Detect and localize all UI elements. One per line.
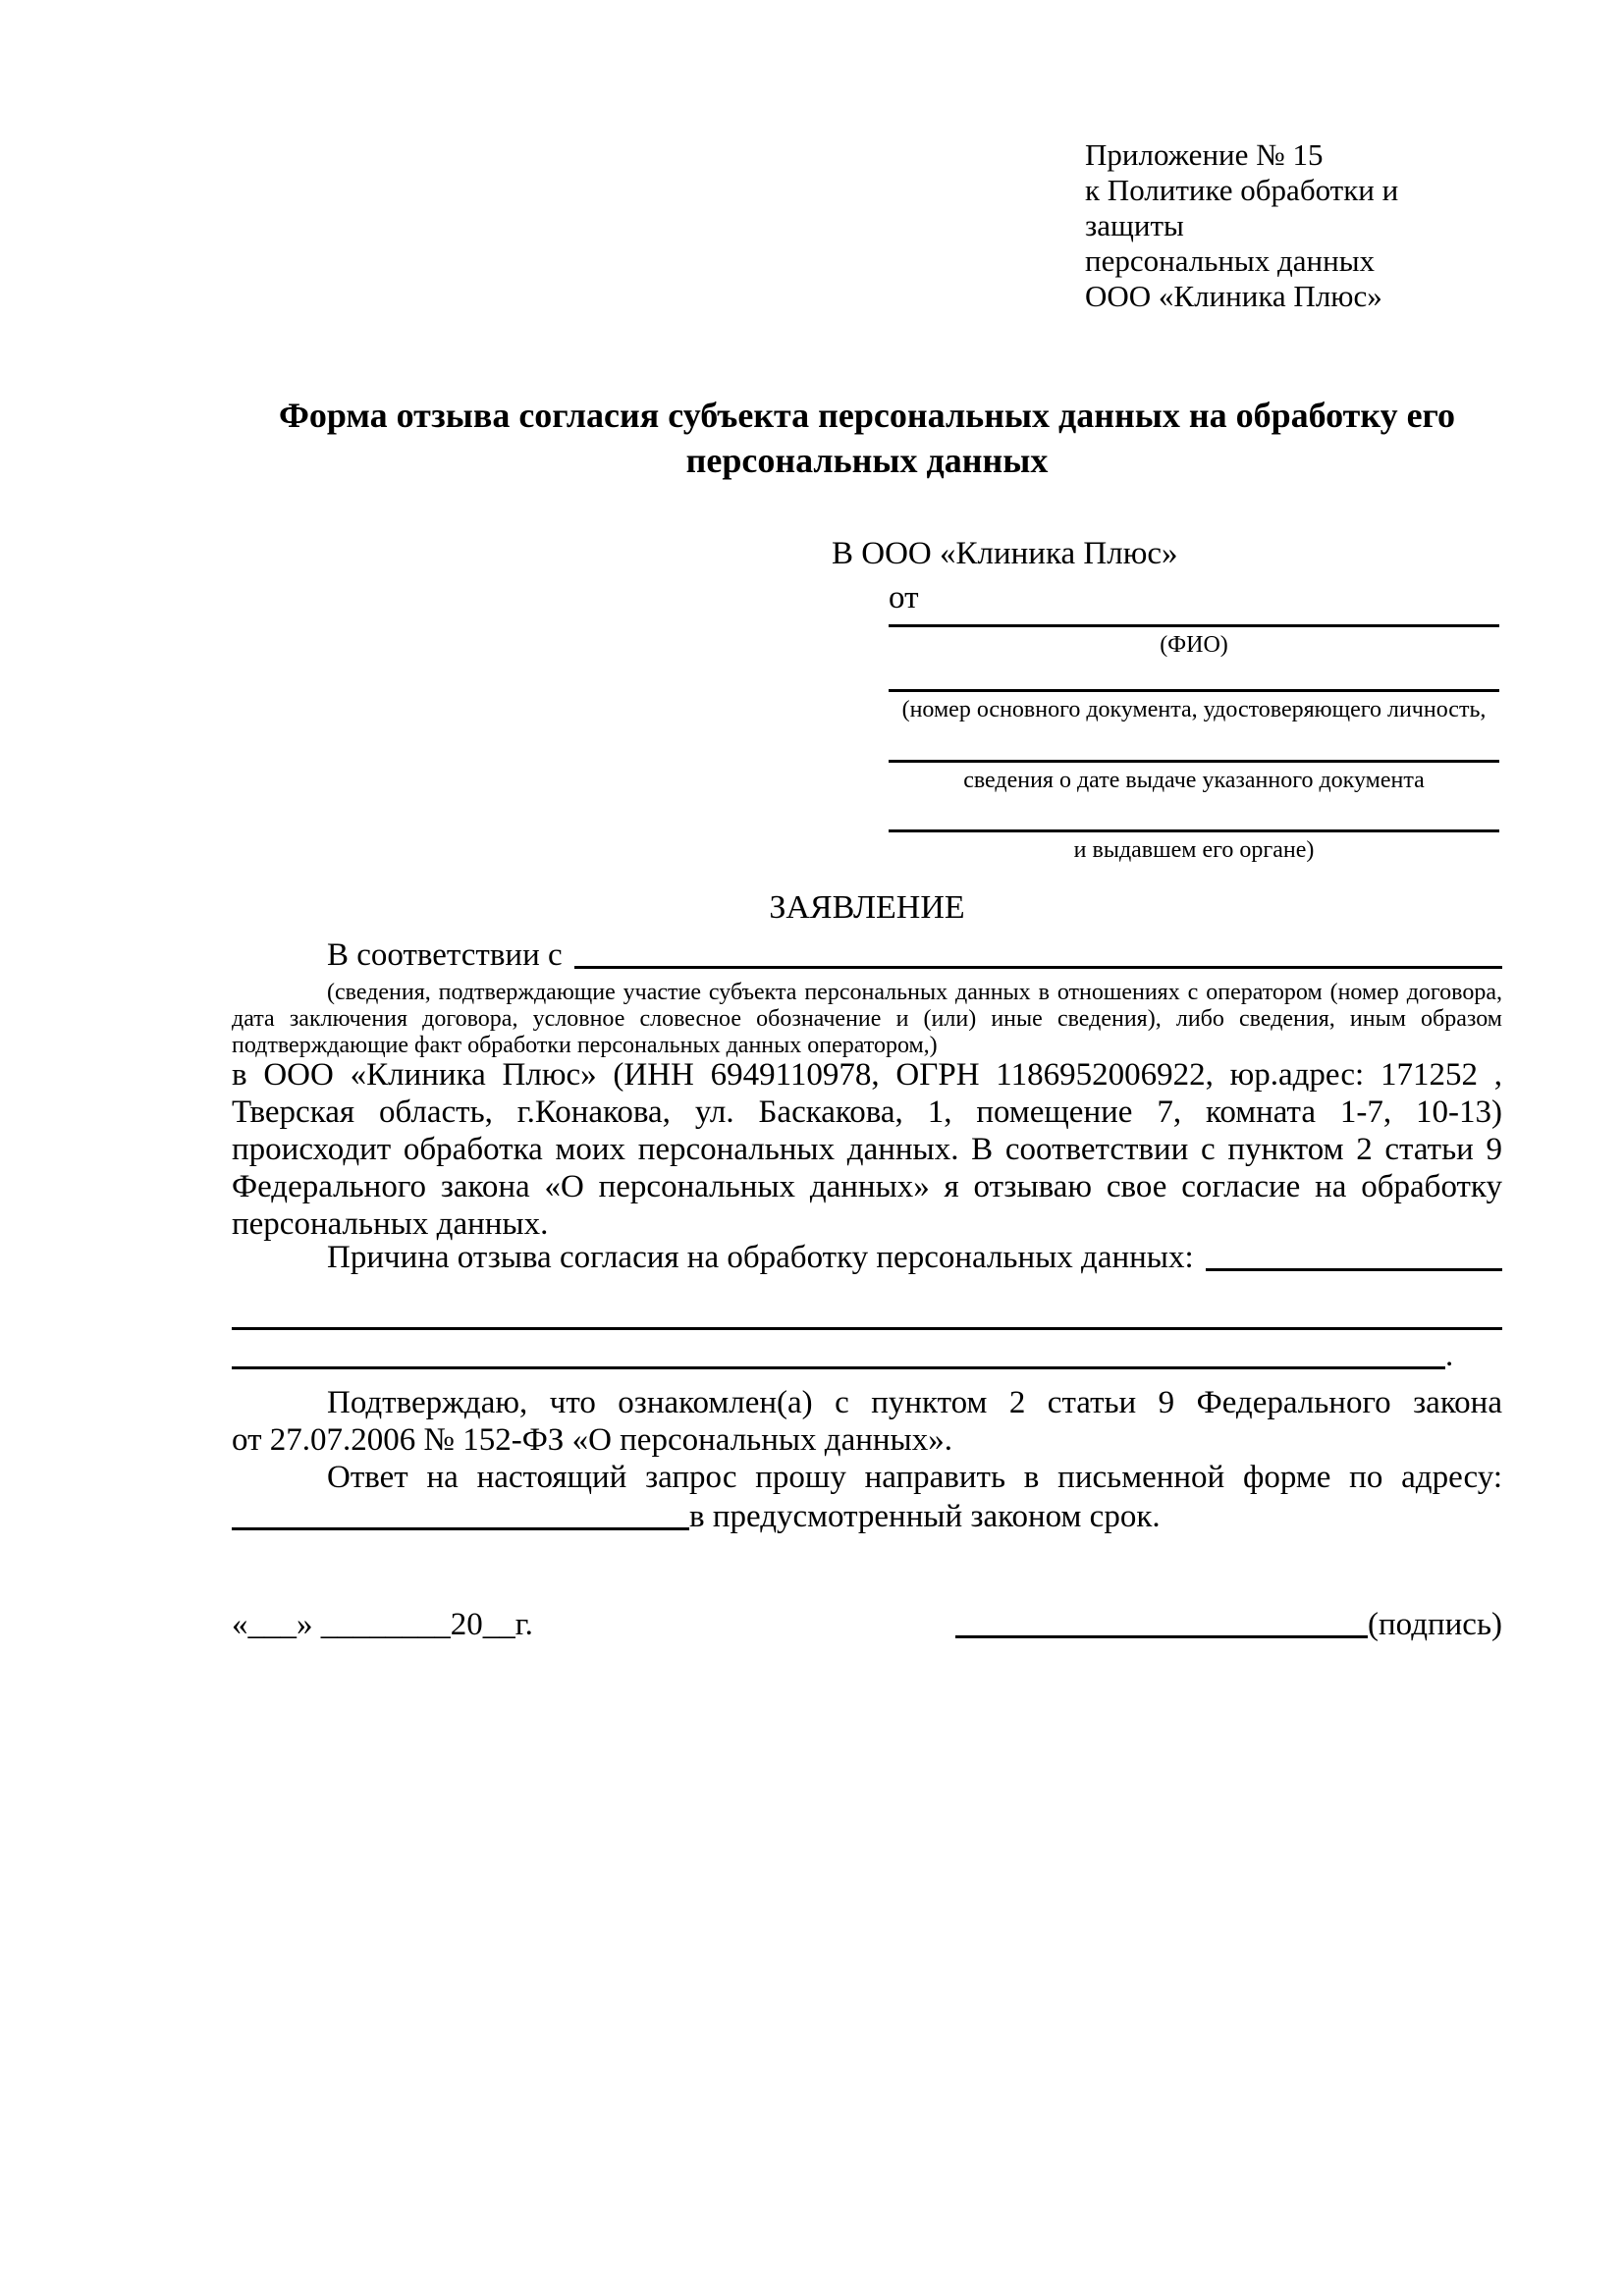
reason-blank-line-3-rule — [232, 1366, 1445, 1369]
accordance-lead: В соответствии с — [327, 937, 563, 973]
reply-paragraph-tail: в предусмотренный законом срок. — [689, 1499, 1161, 1534]
issuing-authority-field-label: и выдавшем его органе) — [1073, 837, 1315, 863]
appendix-line: ООО «Клиника Плюс» — [1085, 279, 1382, 313]
appendix-line: персональных данных — [1085, 243, 1376, 278]
signature-row — [232, 1602, 1502, 1643]
confirm-paragraph-line-2: от 27.07.2006 № 152-ФЗ «О персональных данных». — [232, 1422, 952, 1458]
reason-line — [232, 1237, 1502, 1276]
reason-blank-line-3 — [232, 1339, 1502, 1374]
statement-heading: ЗАЯВЛЕНИЕ — [769, 889, 965, 926]
reply-address-line — [232, 1496, 1502, 1535]
appendix-block — [1085, 137, 1502, 314]
accordance-blank-line — [574, 966, 1502, 969]
appendix-line: к Политике обработки и защиты — [1085, 173, 1399, 242]
reason-blank-line-2 — [232, 1327, 1502, 1330]
confirm-paragraph-line-1: Подтверждаю, что ознакомлен(а) с пунктом 2 статьи 9 Федерального закона — [327, 1385, 1502, 1420]
issue-date-field-label: сведения о дате выдаче указанного документа — [963, 768, 1425, 793]
fio-field-line — [889, 624, 1499, 627]
reply-address-blank-line — [232, 1527, 689, 1530]
reason-end-period: . — [1445, 1338, 1454, 1373]
issue-date-field-line — [889, 760, 1499, 763]
document-number-field-line — [889, 689, 1499, 692]
appendix-line: Приложение № 15 — [1085, 137, 1324, 172]
document-number-field-label: (номер основного документа, удостоверяющего личность, — [901, 697, 1487, 722]
fio-field-label: (ФИО) — [1160, 632, 1228, 658]
reason-lead: Причина отзыва согласия на обработку персональных данных: — [327, 1240, 1194, 1275]
signature-label: (подпись) — [1368, 1607, 1502, 1642]
addressee-to: В ООО «Клиника Плюс» — [832, 536, 1178, 571]
reason-blank-line — [1206, 1268, 1502, 1271]
document-title: Форма отзыва согласия субъекта персональных данных на обработку его персональных данных — [278, 396, 1456, 480]
fine-print: (сведения, подтверждающие участие субъекта персональных данных в отношениях с оператором (номер договора, дата заключения договора, условное словесное обозначение и (или) иные сведения), либо сведения, иным образом подтверждающие факт обработки персональных данных оператором,) — [232, 980, 1502, 1058]
date-blank: «___» ________20__г. — [232, 1607, 533, 1642]
body-paragraph: в ООО «Клиника Плюс» (ИНН 6949110978, ОГРН 1186952006922, юр.адрес: 171252 , Тверская область, г.Конакова, ул. Баскакова, 1, помещение 7, комната 1-7, 10-13) происходит обработка моих персональных данных. В соответствии с пунктом 2 статьи 9 Федерального закона «О персональных данных» я отзываю свое согласие на обработку персональных данных. — [232, 1057, 1502, 1242]
accordance-line — [232, 934, 1502, 974]
document-content — [232, 0, 1502, 2296]
addressee-from-label: от — [889, 580, 919, 615]
reply-paragraph-lead: Ответ на настоящий запрос прошу направить в письменной форме по адресу: — [327, 1460, 1502, 1495]
signature-line — [955, 1635, 1368, 1638]
issuing-authority-field-line — [889, 829, 1499, 832]
